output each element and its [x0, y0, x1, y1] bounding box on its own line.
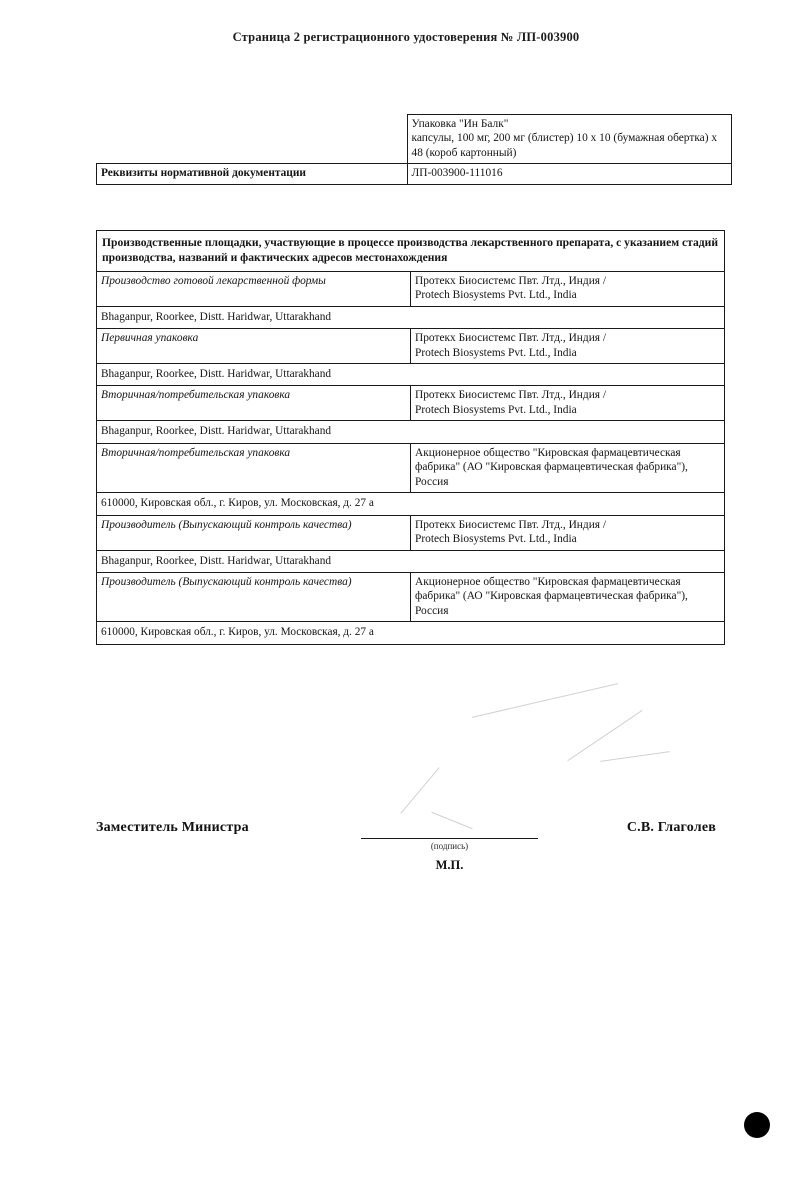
organization-cell	[411, 515, 725, 550]
manufacturing-sites-header: Производственные площадки, участвующие в процессе производства лекарственного препарата, с указанием стадий производства, названий и фактических адресов местонахождения	[97, 231, 725, 272]
stage-cell: Производитель (Выпускающий контроль качества)	[97, 515, 411, 550]
signature-line	[361, 838, 538, 839]
table-row	[97, 164, 732, 184]
scan-artifact-stroke	[567, 710, 642, 761]
packaging-description-text: капсулы, 100 мг, 200 мг (блистер) 10 x 10 (бумажная обертка) x 48 (короб картонный)	[411, 132, 718, 159]
organization-name-ru: Протекх Биосистемс Пвт. Лтд., Индия /	[415, 389, 607, 402]
address-cell: Bhaganpur, Roorkee, Distt. Haridwar, Uttarakhand	[97, 364, 725, 386]
table-row	[97, 306, 725, 328]
table-row	[97, 572, 725, 621]
stage-cell: Первичная упаковка	[97, 329, 411, 364]
organization-cell	[411, 443, 725, 492]
packaging-empty-label-cell	[97, 115, 408, 164]
signature-line-caption: (подпись)	[430, 841, 469, 851]
manufacturing-sites-table	[96, 230, 725, 645]
organization-name-en: Protech Biosystems Pvt. Ltd., India	[415, 403, 577, 416]
stage-cell: Производитель (Выпускающий контроль качества)	[97, 572, 411, 621]
address-cell: Bhaganpur, Roorkee, Distt. Haridwar, Uttarakhand	[97, 421, 725, 443]
normative-docs-value: ЛП-003900-111016	[407, 164, 731, 184]
organization-name-ru: Акционерное общество "Кировская фармацевтическая фабрика" (АО "Кировская фармацевтическая фабрика"),	[415, 575, 688, 603]
scan-artifact-stroke	[600, 751, 669, 762]
table-row	[97, 386, 725, 421]
table-row	[97, 115, 732, 164]
seal-placeholder: М.П.	[435, 858, 464, 872]
organization-cell	[411, 271, 725, 306]
scan-artifact-stroke	[400, 767, 439, 814]
table-row	[97, 622, 725, 644]
address-cell: Bhaganpur, Roorkee, Distt. Haridwar, Uttarakhand	[97, 550, 725, 572]
scan-artifact-stroke	[472, 683, 618, 718]
black-dot-mark	[744, 1112, 770, 1138]
organization-cell	[411, 386, 725, 421]
signature-block	[96, 808, 716, 888]
table-row	[97, 515, 725, 550]
signatory-name: С.В. Глаголев	[626, 820, 716, 835]
stage-cell: Вторичная/потребительская упаковка	[97, 386, 411, 421]
table-row	[97, 493, 725, 515]
organization-cell	[411, 329, 725, 364]
organization-name-ru: Акционерное общество "Кировская фармацевтическая фабрика" (АО "Кировская фармацевтическая фабрика"),	[415, 446, 688, 474]
organization-name-ru: Протекх Биосистемс Пвт. Лтд., Индия /	[415, 518, 607, 531]
organization-name-ru: Протекх Биосистемс Пвт. Лтд., Индия /	[415, 274, 607, 287]
address-cell: 610000, Кировская обл., г. Киров, ул. Московская, д. 27 а	[97, 493, 725, 515]
stage-cell: Вторичная/потребительская упаковка	[97, 443, 411, 492]
table-row	[97, 443, 725, 492]
table-row	[97, 421, 725, 443]
organization-name-ru: Протекх Биосистемс Пвт. Лтд., Индия /	[415, 332, 607, 345]
table-row	[97, 364, 725, 386]
address-cell: Bhaganpur, Roorkee, Distt. Haridwar, Uttarakhand	[97, 306, 725, 328]
organization-name-en: Protech Biosystems Pvt. Ltd., India	[415, 289, 577, 302]
page-header-title: Страница 2 регистрационного удостоверения № ЛП-003900	[232, 30, 580, 44]
signatory-title: Заместитель Министра	[96, 820, 249, 835]
address-cell: 610000, Кировская обл., г. Киров, ул. Московская, д. 27 а	[97, 622, 725, 644]
table-row	[97, 550, 725, 572]
packaging-description-cell	[407, 115, 731, 164]
stage-cell: Производство готовой лекарственной формы	[97, 271, 411, 306]
organization-name-en: Protech Biosystems Pvt. Ltd., India	[415, 346, 577, 359]
organization-name-en: Россия	[415, 604, 449, 617]
packaging-title-text: Упаковка "Ин Балк"	[411, 118, 509, 130]
packaging-table	[96, 114, 732, 185]
table-row	[97, 271, 725, 306]
normative-docs-label: Реквизиты нормативной документации	[97, 164, 408, 184]
organization-name-en: Protech Biosystems Pvt. Ltd., India	[415, 533, 577, 546]
table-header-row	[97, 231, 725, 272]
table-row	[97, 329, 725, 364]
organization-name-en: Россия	[415, 475, 449, 488]
organization-cell	[411, 572, 725, 621]
